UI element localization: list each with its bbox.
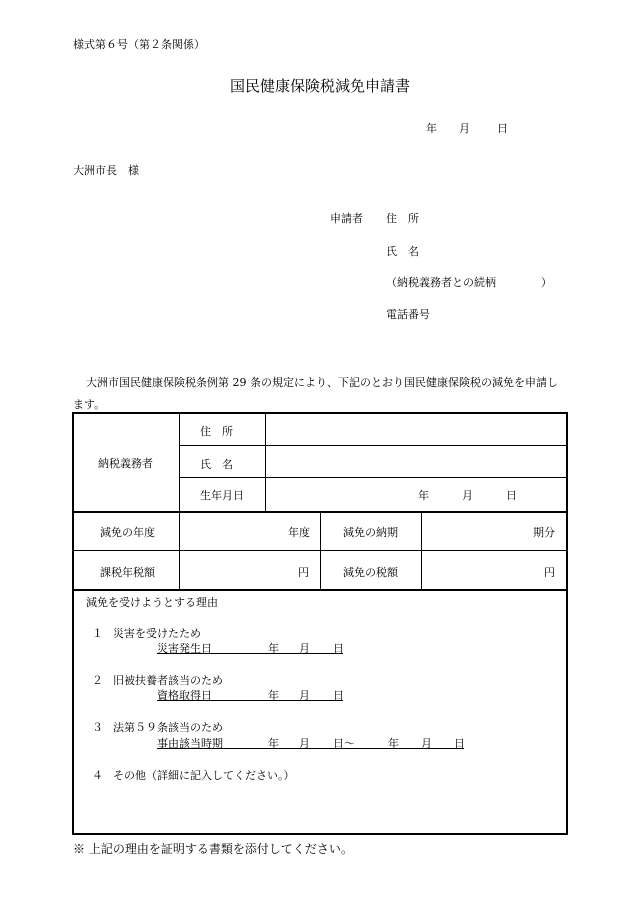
addressee: 大洲市長 様 — [73, 164, 139, 177]
column-divider — [179, 412, 180, 590]
reason-3-month-2: 月 — [421, 737, 432, 750]
column-divider — [421, 511, 422, 590]
reasons-heading: 減免を受けようとする理由 — [86, 596, 218, 609]
intro-line-1: 大洲市国民健康保険税条例第 29 条の規定により、下記のとおり国民健康保険税の減免を申請し — [86, 376, 558, 389]
applicant-label: 申請者 — [330, 212, 363, 225]
page-title: 国民健康保険税減免申請書 — [230, 77, 411, 95]
reduction-amount-label: 減免の税額 — [343, 566, 398, 579]
column-divider — [265, 412, 266, 511]
reason-4-label: その他（詳細に記入してください。） — [113, 769, 295, 782]
taxpayer-name-field[interactable] — [267, 447, 566, 476]
birth-year: 年 — [418, 489, 429, 502]
footnote: ※ 上記の理由を証明する書類を添付してください。 — [73, 842, 353, 856]
fiscal-year-label: 減免の年度 — [100, 526, 155, 539]
reason-3-year: 年 — [268, 737, 279, 750]
applicant-relation-close: ） — [541, 276, 552, 289]
applicant-phone-label: 電話番号 — [386, 308, 430, 321]
reason-1-sublabel: 災害発生日 — [157, 642, 212, 655]
applicant-name-label: 氏 名 — [386, 245, 419, 258]
reason-3-sublabel: 事由該当時期 — [157, 737, 223, 750]
reason-3-year-2: 年 — [388, 737, 399, 750]
reason-1-number: １ — [92, 627, 103, 640]
birth-month: 月 — [462, 489, 473, 502]
annual-tax-label: 課税年税額 — [100, 566, 155, 579]
birth-date-label: 生年月日 — [200, 489, 244, 502]
intro-line-2: ます。 — [73, 398, 106, 411]
reason-2-label: 旧被扶養者該当のため — [113, 674, 223, 687]
reason-1-label: 災害を受けたため — [113, 627, 201, 640]
taxpayer-name-label: 氏 名 — [200, 458, 233, 471]
form-id: 様式第６号（第２条関係） — [73, 38, 205, 51]
applicant-relation-label: （納税義務者との続柄 — [386, 276, 496, 289]
fiscal-year-unit: 年度 — [288, 526, 310, 539]
reason-detail-field[interactable] — [86, 786, 556, 828]
taxpayer-address-label: 住 所 — [200, 425, 233, 438]
reason-2-month: 月 — [299, 689, 310, 702]
applicant-address-label: 住 所 — [386, 212, 419, 225]
date-year: 年 — [426, 122, 437, 135]
reason-2-year: 年 — [268, 689, 279, 702]
row-divider — [179, 477, 568, 478]
reason-2-sublabel: 資格取得日 — [157, 689, 212, 702]
reason-3-number: ３ — [92, 721, 103, 734]
taxpayer-address-field[interactable] — [267, 414, 566, 444]
reason-4-number: ４ — [92, 769, 103, 782]
reason-2-number: ２ — [92, 674, 103, 687]
date-day: 日 — [497, 122, 508, 135]
reason-1-year: 年 — [268, 642, 279, 655]
payment-period-label: 減免の納期 — [343, 526, 398, 539]
row-divider — [179, 445, 568, 446]
reason-3-day-range: 日～ — [333, 737, 355, 750]
reason-2-day: 日 — [333, 689, 344, 702]
reason-3-label: 法第５９条該当のため — [113, 721, 223, 734]
birth-day: 日 — [506, 489, 517, 502]
date-month: 月 — [459, 122, 470, 135]
reduction-amount-unit: 円 — [544, 566, 555, 579]
reason-1-month: 月 — [299, 642, 310, 655]
reason-1-day: 日 — [333, 642, 344, 655]
taxpayer-label: 納税義務者 — [98, 457, 153, 470]
payment-period-unit: 期分 — [533, 526, 555, 539]
reason-3-day-2: 日 — [454, 737, 465, 750]
reason-3-month: 月 — [299, 737, 310, 750]
column-divider — [320, 511, 321, 590]
annual-tax-unit: 円 — [298, 566, 309, 579]
